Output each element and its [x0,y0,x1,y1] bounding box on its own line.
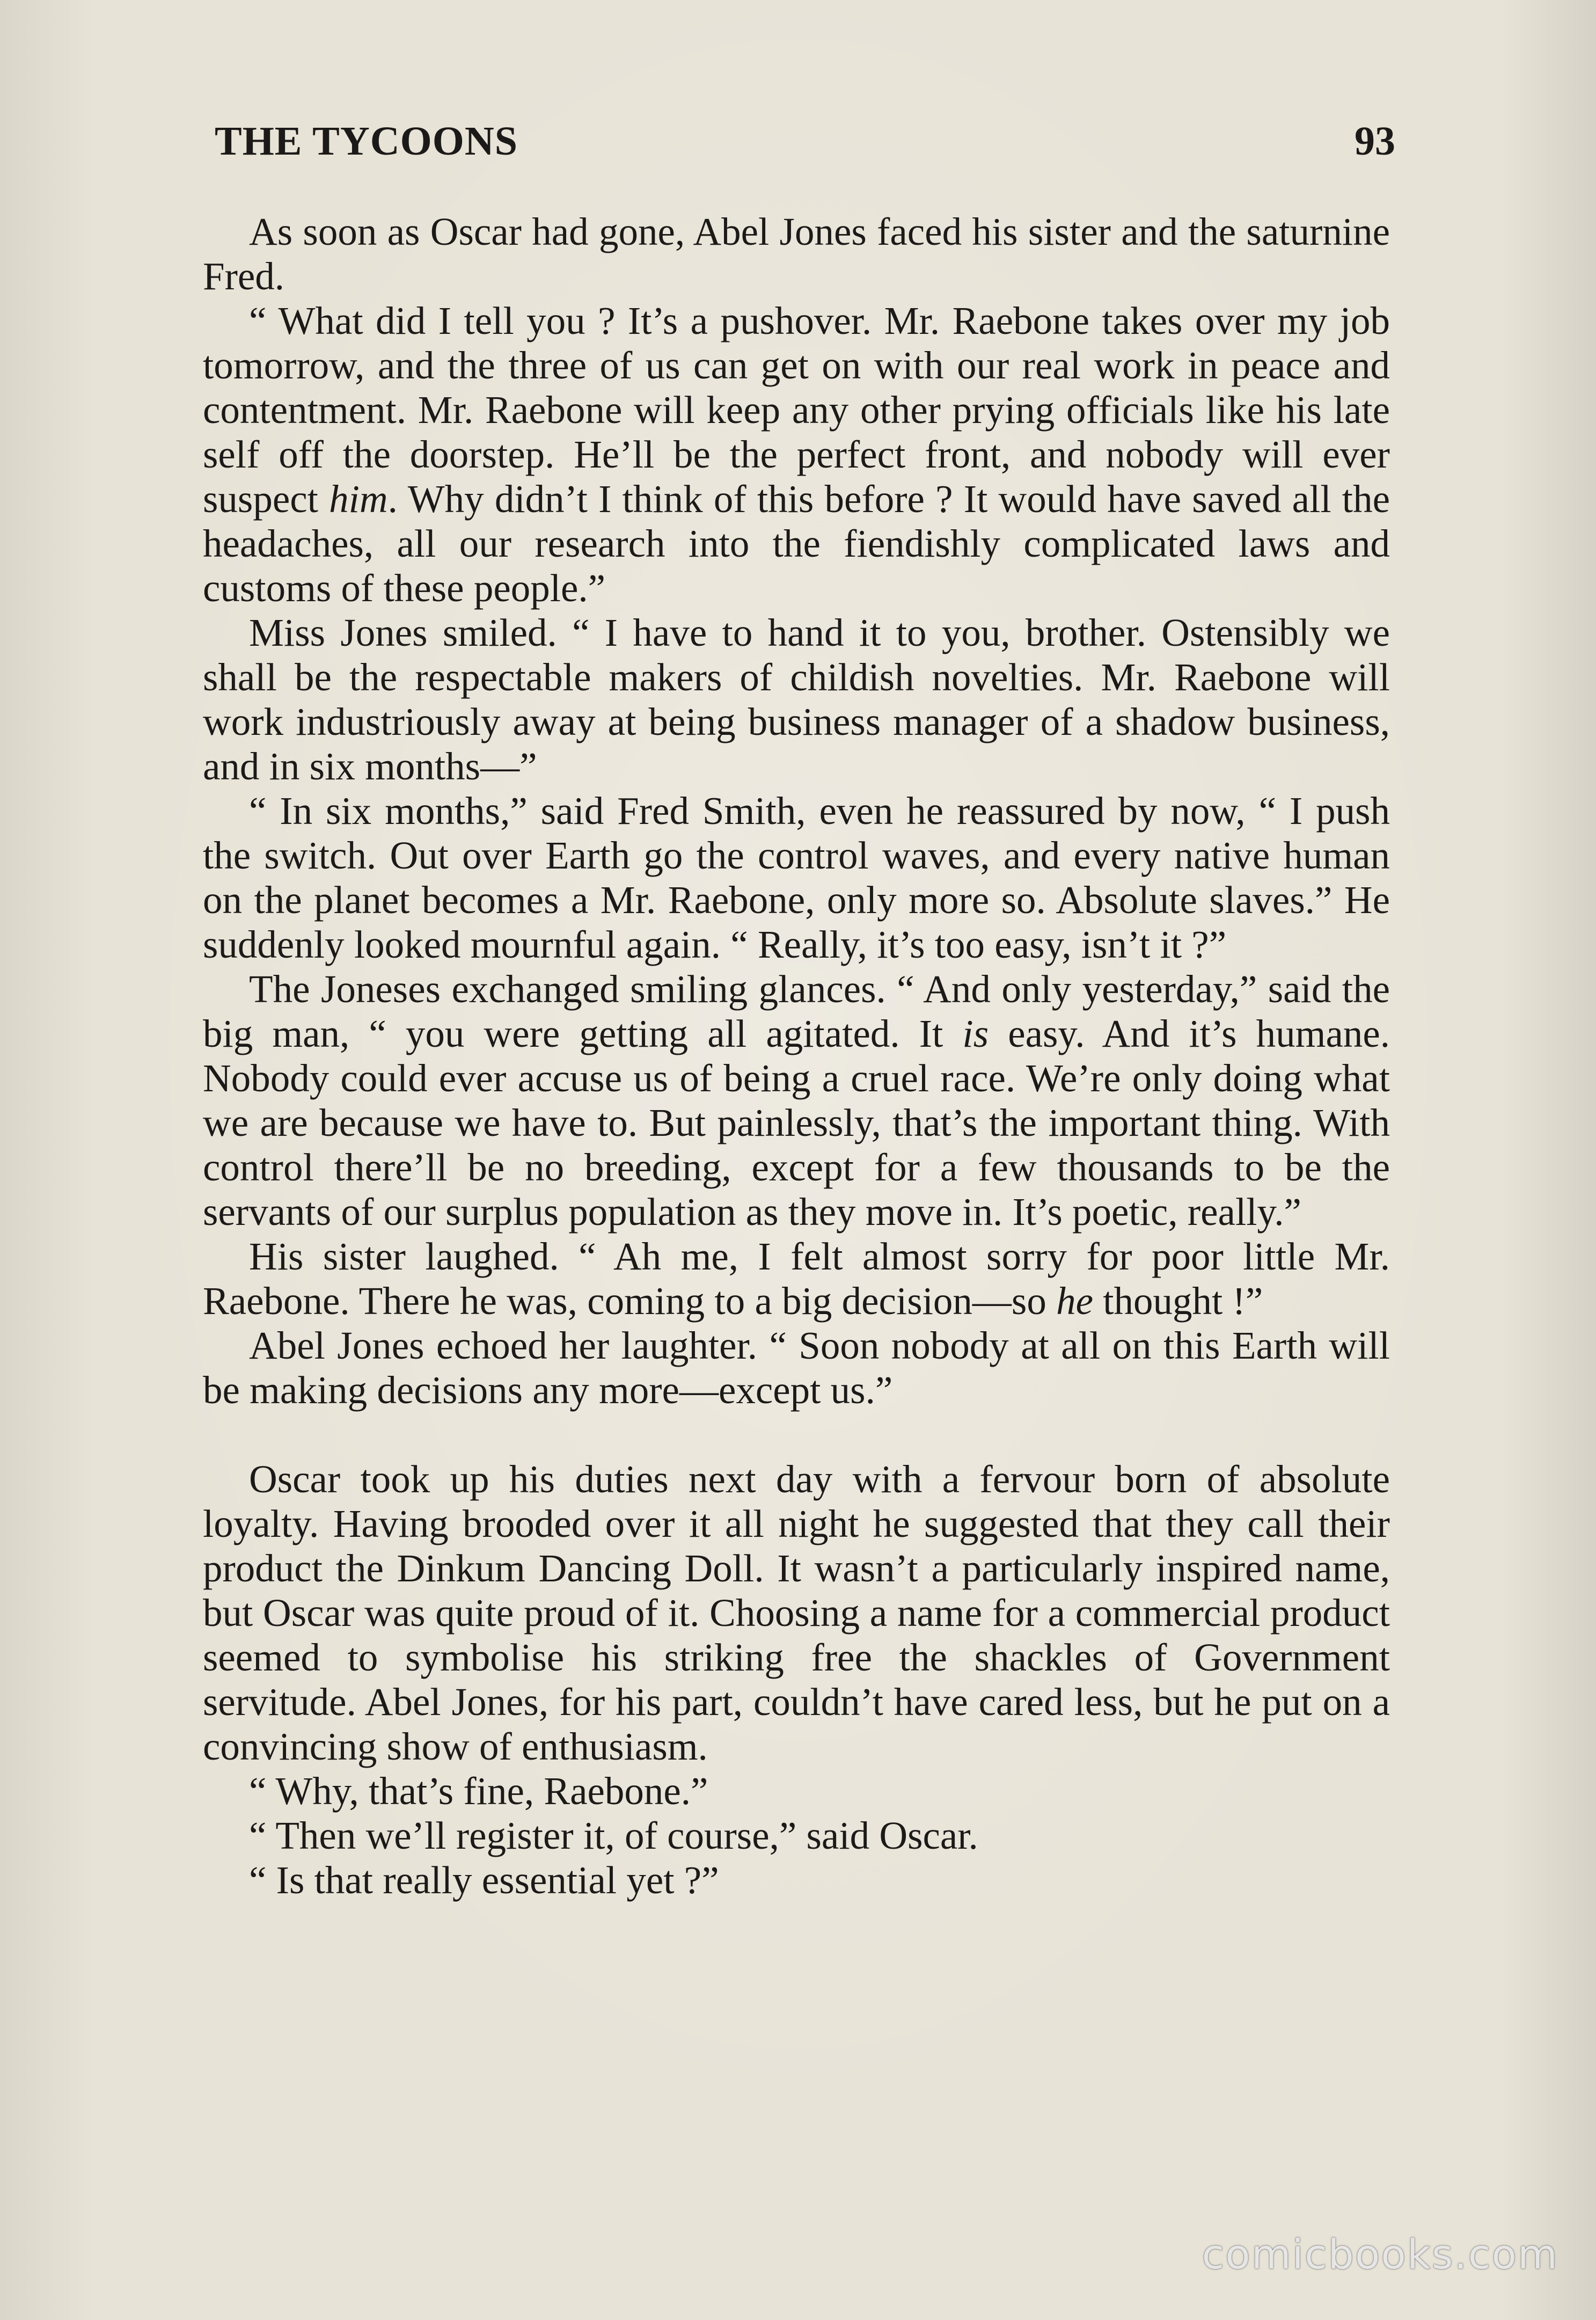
running-head [215,118,1395,177]
paragraph: “ What did I tell you ? It’s a pushover. Mr. Raebone takes over my job tomorrow, and the three of us can get on with our real work in peace and contentment. Mr. Raebone will keep any other prying officials like his late self off the doorstep. He’ll be the perfect front, and nobody will ever suspect him. Why didn’t I think of this before ? It would have saved all the headaches, all our research into the fiendishly complicated laws and customs of these people.” [203,299,1390,610]
body-text [203,209,1390,1902]
watermark: comicbooks.com [1202,2230,1558,2278]
chapter-title: THE TYCOONS [215,119,518,164]
paragraph: Miss Jones smiled. “ I have to hand it to you, brother. Ostensibly we shall be the respectable makers of childish novelties. Mr. Raebone will work industriously away at being business manager of a shadow business, and in six months—” [203,611,1390,788]
section-break [203,1412,1390,1457]
paragraph: “ Why, that’s fine, Raebone.” [249,1769,708,1813]
paragraph: “ In six months,” said Fred Smith, even he reassured by now, “ I push the switch. Out over Earth go the control waves, and every native human on the planet becomes a Mr. Raebone, only more so. Absolute slaves.” He suddenly looked mournful again. “ Really, it’s too easy, isn’t it ?” [203,789,1390,966]
paragraph: “ Is that really essential yet ?” [249,1858,719,1902]
page-number: 93 [1355,119,1395,164]
paragraph: As soon as Oscar had gone, Abel Jones faced his sister and the saturnine Fred. [203,210,1390,298]
emphasis: is [962,1012,989,1055]
paragraph: Oscar took up his duties next day with a fervour born of absolute loyalty. Having brooded over it all night he suggested that they call their product the Dinkum Dancing Doll. It wasn’t a particularly inspired name, but Oscar was quite proud of it. Choosing a name for a commercial product seemed to symbolise his striking free the shackles of Government servitude. Abel Jones, for his part, couldn’t have cared less, but he put on a convincing show of enthusiasm. [203,1457,1390,1768]
paragraph: His sister laughed. “ Ah me, I felt almost sorry for poor little Mr. Raebone. There he was, coming to a big decision—so he thought !” [203,1235,1390,1323]
paragraph: Abel Jones echoed her laughter. “ Soon nobody at all on this Earth will be making decisions any more—except us.” [203,1324,1390,1412]
emphasis: he [1056,1279,1093,1323]
emphasis: him [329,477,388,521]
paragraph: The Joneses exchanged smiling glances. “ And only yesterday,” said the big man, “ you were getting all agitated. It is easy. And it’s humane. Nobody could ever accuse us of being a cruel race. We’re only doing what we are because we have to. But painlessly, that’s the important thing. With control there’ll be no breeding, except for a few thousands to be the servants of our surplus population as they move in. It’s poetic, really.” [203,967,1390,1234]
paragraph: “ Then we’ll register it, of course,” said Oscar. [249,1814,978,1857]
